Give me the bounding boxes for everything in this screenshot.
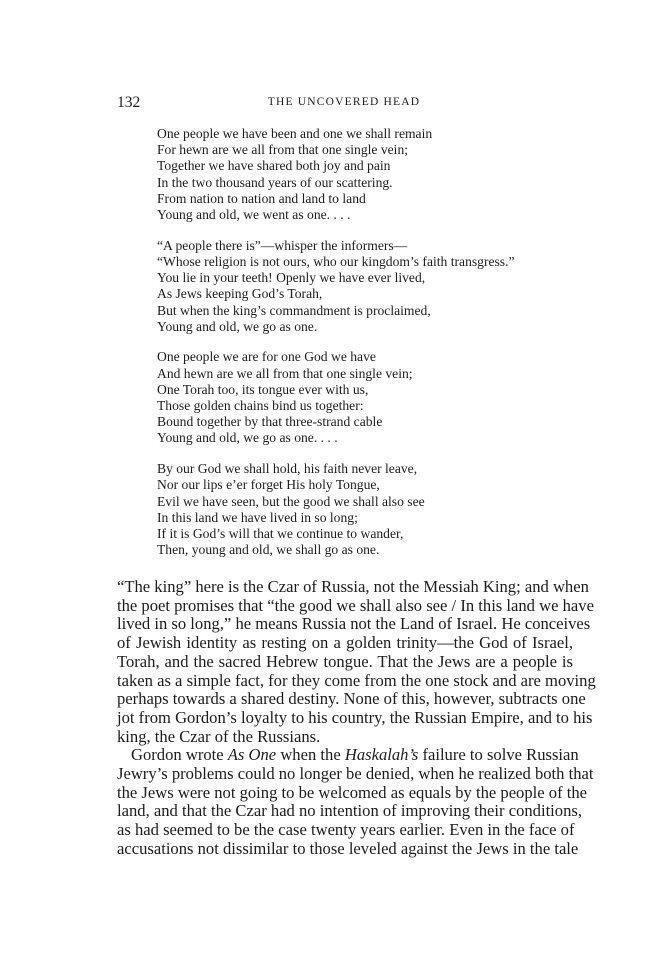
verse-line: But when the king’s commandment is proclaimed, — [157, 302, 431, 318]
verse-line: Nor our lips e’er forget His holy Tongue, — [157, 477, 380, 493]
verse-line: As Jews keeping God’s Torah, — [157, 286, 323, 302]
verse-line: One people we have been and one we shall remain — [157, 126, 433, 141]
verse-line: For hewn are we all from that one single vein; — [157, 142, 409, 158]
page-number: 132 — [117, 94, 141, 111]
verse-line: In the two thousand years of our scattering. — [157, 174, 393, 190]
paragraph-1 — [117, 577, 596, 746]
verse-line: “Whose religion is not ours, who our kingdom’s faith transgress.” — [157, 253, 515, 269]
running-head: THE UNCOVERED HEAD — [267, 96, 421, 108]
poem-stanza-3 — [157, 349, 577, 446]
text-line: perhaps towards a shared destiny. None of this, however, subtracts one — [117, 689, 586, 709]
text-run: failure to solve Russian — [418, 745, 579, 765]
text-line: of Jewish identity as resting on a golden trinity—the God of Israel, — [117, 633, 573, 653]
text-line: Jewry’s problems could no longer be denied, when he realized both that — [117, 764, 594, 784]
verse-line: One Torah too, its tongue ever with us, — [157, 381, 369, 397]
verse-line: Young and old, we went as one. . . . — [157, 207, 351, 223]
verse-line: By our God we shall hold, his faith never leave, — [157, 461, 418, 477]
text-line: taken as a simple fact, for they come from the one stock and are moving — [117, 670, 596, 690]
text-line: lived in so long,” he means Russia not the Land of Israel. He conceives — [117, 614, 591, 634]
verse-line: Then, young and old, we shall go as one. — [157, 542, 380, 558]
text-run: Gordon wrote — [131, 745, 228, 765]
text-line: “The king” here is the Czar of Russia, not the Messiah King; and when — [117, 577, 589, 596]
italic-term: Haskalah’s — [344, 745, 419, 765]
body-text — [117, 577, 596, 859]
poem-excerpt — [157, 126, 577, 573]
text-run: when the — [276, 745, 345, 765]
verse-line: Young and old, we go as one. — [157, 318, 318, 334]
verse-line: Young and old, we go as one. . . . — [157, 430, 338, 446]
page-header — [117, 94, 571, 112]
text-line: jot from Gordon’s loyalty to his country, the Russian Empire, and to his — [117, 707, 593, 727]
verse-line: Evil we have seen, but the good we shall also see — [157, 493, 425, 509]
poem-stanza-4 — [157, 461, 577, 558]
poem-stanza-2 — [157, 238, 577, 335]
text-line — [117, 745, 579, 765]
text-line: as had seemed to be the case twenty years earlier. Even in the face of — [117, 820, 575, 840]
text-line: the poet promises that “the good we shall also see / In this land we have — [117, 595, 594, 615]
text-line: land, and that the Czar had no intention of improving their conditions, — [117, 801, 582, 821]
poem-title: As One — [227, 745, 277, 765]
verse-line: “A people there is”—whisper the informers— — [157, 237, 408, 253]
verse-line: And hewn are we all from that one single vein; — [157, 365, 413, 381]
poem-stanza-1 — [157, 126, 577, 223]
text-line: king, the Czar of the Russians. — [117, 726, 321, 746]
verse-line: If it is God’s will that we continue to wander, — [157, 525, 404, 541]
paragraph-2 — [117, 745, 594, 858]
text-line: Torah, and the sacred Hebrew tongue. That the Jews are a people is — [117, 651, 573, 671]
text-line: accusations not dissimilar to those leveled against the Jews in the tale — [117, 838, 579, 858]
verse-line: You lie in your teeth! Openly we have ever lived, — [157, 270, 426, 286]
verse-line: Those golden chains bind us together: — [157, 398, 364, 414]
verse-line: Bound together by that three-strand cable — [157, 414, 383, 430]
verse-line: In this land we have lived in so long; — [157, 509, 358, 525]
verse-line: One people we are for one God we have — [157, 349, 376, 365]
text-line: the Jews were not going to be welcomed as equals by the people of the — [117, 782, 588, 802]
verse-line: Together we have shared both joy and pain — [157, 158, 391, 174]
verse-line: From nation to nation and land to land — [157, 190, 366, 206]
